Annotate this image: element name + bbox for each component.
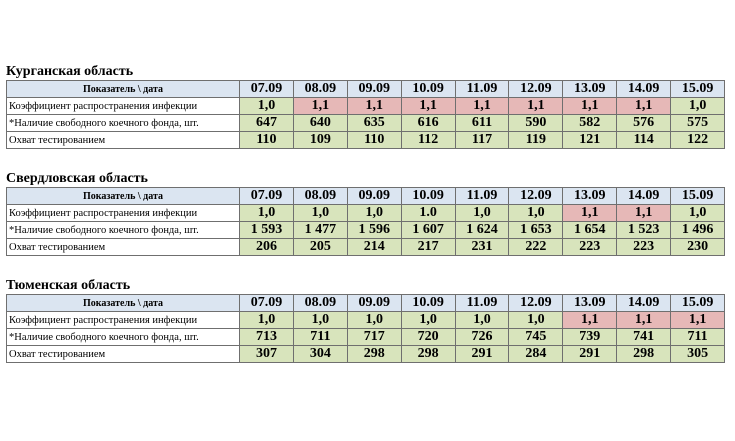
value-cell: 1,0 [240,98,294,115]
indicator-label: Коэффициент распространения инфекции [7,98,240,115]
value-cell: 1,0 [347,312,401,329]
value-cell: 1,0 [671,98,725,115]
value-cell: 647 [240,115,294,132]
value-cell: 112 [401,132,455,149]
value-cell: 121 [563,132,617,149]
value-cell: 1,1 [401,98,455,115]
value-cell: 1,1 [455,98,509,115]
date-header-cell: 13.09 [563,81,617,98]
value-cell: 1 607 [401,222,455,239]
date-header-cell: 12.09 [509,295,563,312]
value-cell: 1 496 [671,222,725,239]
date-header-cell: 15.09 [671,295,725,312]
value-cell: 223 [617,239,671,256]
indicator-table [6,187,725,256]
date-header-cell: 10.09 [401,81,455,98]
value-cell: 298 [347,346,401,363]
region-kurgan [6,64,724,149]
value-cell: 1,0 [509,312,563,329]
value-cell: 222 [509,239,563,256]
indicator-label: *Наличие свободного коечного фонда, шт. [7,329,240,346]
date-header-cell: 15.09 [671,81,725,98]
date-header-cell: 07.09 [240,188,294,205]
region-title: Свердловская область [6,171,148,186]
indicator-table [6,80,725,149]
value-cell: 1,0 [240,205,294,222]
date-header-cell: 07.09 [240,295,294,312]
value-cell: 717 [347,329,401,346]
value-cell: 713 [240,329,294,346]
value-cell: 711 [293,329,347,346]
value-cell: 231 [455,239,509,256]
value-cell: 739 [563,329,617,346]
value-cell: 1,0 [401,312,455,329]
header-label-cell: Показатель \ дата [7,81,240,98]
value-cell: 1 523 [617,222,671,239]
value-cell: 582 [563,115,617,132]
value-cell: 117 [455,132,509,149]
table-row [7,98,725,115]
value-cell: 1,1 [617,205,671,222]
value-cell: 1,1 [563,205,617,222]
date-header-cell: 14.09 [617,81,671,98]
value-cell: 745 [509,329,563,346]
value-cell: 110 [240,132,294,149]
table-row [7,115,725,132]
date-header-cell: 08.09 [293,81,347,98]
value-cell: 576 [617,115,671,132]
value-cell: 291 [563,346,617,363]
date-header-cell: 14.09 [617,188,671,205]
value-cell: 1 477 [293,222,347,239]
header-label-cell: Показатель \ дата [7,188,240,205]
value-cell: 1 654 [563,222,617,239]
value-cell: 1.0 [401,205,455,222]
value-cell: 1,1 [563,312,617,329]
date-header-cell: 10.09 [401,188,455,205]
date-header-cell: 12.09 [509,188,563,205]
value-cell: 284 [509,346,563,363]
table-row [7,329,725,346]
value-cell: 114 [617,132,671,149]
value-cell: 590 [509,115,563,132]
indicator-label: Коэффициент распространения инфекции [7,205,240,222]
value-cell: 110 [347,132,401,149]
value-cell: 109 [293,132,347,149]
value-cell: 305 [671,346,725,363]
header-label-cell: Показатель \ дата [7,295,240,312]
date-header-cell: 13.09 [563,188,617,205]
value-cell: 1 593 [240,222,294,239]
indicator-label: *Наличие свободного коечного фонда, шт. [7,222,240,239]
value-cell: 720 [401,329,455,346]
value-cell: 291 [455,346,509,363]
region-title: Курганская область [6,64,134,79]
value-cell: 119 [509,132,563,149]
value-cell: 122 [671,132,725,149]
value-cell: 711 [671,329,725,346]
value-cell: 611 [455,115,509,132]
value-cell: 1 653 [509,222,563,239]
table-header-row [7,81,725,98]
value-cell: 1,0 [240,312,294,329]
value-cell: 223 [563,239,617,256]
table-row [7,312,725,329]
value-cell: 1,1 [563,98,617,115]
date-header-cell: 14.09 [617,295,671,312]
value-cell: 217 [401,239,455,256]
value-cell: 1,1 [509,98,563,115]
value-cell: 206 [240,239,294,256]
indicator-label: Охват тестированием [7,239,240,256]
value-cell: 1,0 [509,205,563,222]
date-header-cell: 11.09 [455,81,509,98]
date-header-cell: 07.09 [240,81,294,98]
date-header-cell: 10.09 [401,295,455,312]
value-cell: 1 596 [347,222,401,239]
value-cell: 1,0 [293,312,347,329]
date-header-cell: 11.09 [455,188,509,205]
value-cell: 298 [401,346,455,363]
value-cell: 1,0 [347,205,401,222]
value-cell: 1,1 [617,98,671,115]
value-cell: 298 [617,346,671,363]
indicator-label: Коэффициент распространения инфекции [7,312,240,329]
date-header-cell: 15.09 [671,188,725,205]
value-cell: 304 [293,346,347,363]
date-header-cell: 09.09 [347,81,401,98]
value-cell: 1,0 [671,205,725,222]
value-cell: 230 [671,239,725,256]
date-header-cell: 08.09 [293,295,347,312]
region-title: Тюменская область [6,278,131,293]
indicator-label: Охват тестированием [7,132,240,149]
value-cell: 1,1 [293,98,347,115]
date-header-cell: 13.09 [563,295,617,312]
value-cell: 741 [617,329,671,346]
date-header-cell: 08.09 [293,188,347,205]
table-header-row [7,188,725,205]
value-cell: 640 [293,115,347,132]
date-header-cell: 12.09 [509,81,563,98]
value-cell: 1 624 [455,222,509,239]
value-cell: 1,0 [293,205,347,222]
table-header-row [7,295,725,312]
value-cell: 307 [240,346,294,363]
date-header-cell: 09.09 [347,295,401,312]
indicator-label: *Наличие свободного коечного фонда, шт. [7,115,240,132]
region-sverdlovsk [6,171,724,256]
table-row [7,205,725,222]
value-cell: 635 [347,115,401,132]
value-cell: 616 [401,115,455,132]
value-cell: 1,1 [617,312,671,329]
table-row [7,346,725,363]
table-row [7,222,725,239]
value-cell: 1,0 [455,312,509,329]
table-row [7,239,725,256]
region-tyumen [6,278,724,363]
value-cell: 1,0 [455,205,509,222]
date-header-cell: 11.09 [455,295,509,312]
value-cell: 1,1 [347,98,401,115]
value-cell: 205 [293,239,347,256]
value-cell: 214 [347,239,401,256]
indicator-label: Охват тестированием [7,346,240,363]
table-row [7,132,725,149]
date-header-cell: 09.09 [347,188,401,205]
value-cell: 1,1 [671,312,725,329]
value-cell: 575 [671,115,725,132]
value-cell: 726 [455,329,509,346]
indicator-table [6,294,725,363]
